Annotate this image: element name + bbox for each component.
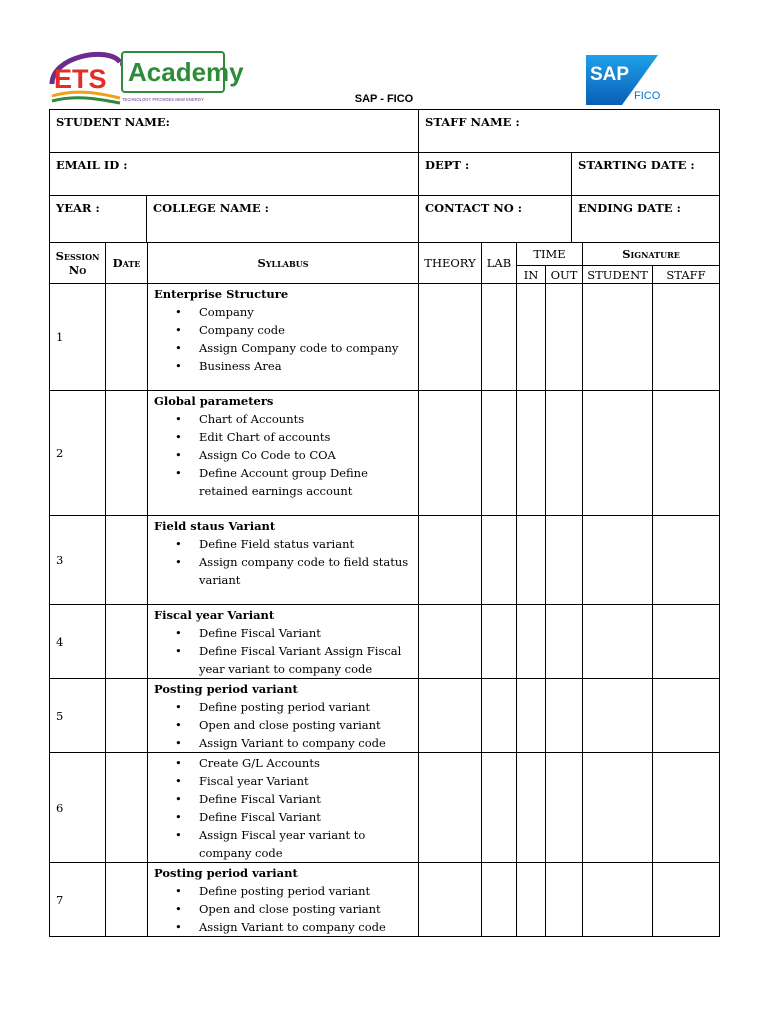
time-in-cell[interactable] [517, 516, 546, 605]
list-item: • Assign Co Code to COA [154, 446, 412, 464]
list-item: • Business Area [154, 357, 412, 375]
ending-date-field[interactable]: ENDING DATE : [572, 196, 720, 243]
list-item: • Define Fiscal Variant [154, 790, 412, 808]
student-signature-cell[interactable] [583, 863, 653, 937]
col-sign-staff: STAFF [653, 266, 720, 284]
col-sign-student: STUDENT [583, 266, 653, 284]
syllabus-cell [148, 863, 419, 937]
table-row [50, 679, 720, 753]
list-item: • Assign Variant to company code [154, 734, 412, 752]
student-signature-cell[interactable] [583, 605, 653, 679]
theory-cell[interactable] [419, 391, 482, 516]
table-row [50, 863, 720, 937]
time-out-cell[interactable] [546, 679, 583, 753]
student-signature-cell[interactable] [583, 391, 653, 516]
syllabus-cell [148, 516, 419, 605]
list-item: • Edit Chart of accounts [154, 428, 412, 446]
lab-cell[interactable] [482, 391, 517, 516]
session-number: 6 [50, 753, 106, 863]
syllabus-cell [148, 391, 419, 516]
theory-cell[interactable] [419, 753, 482, 863]
staff-name-field[interactable]: STAFF NAME : [419, 110, 720, 153]
table-row [50, 605, 720, 679]
col-time-out: OUT [546, 266, 583, 284]
syllabus-cell [148, 605, 419, 679]
lab-cell[interactable] [482, 516, 517, 605]
student-signature-cell[interactable] [583, 753, 653, 863]
list-item: • Define Fiscal Variant [154, 808, 412, 826]
theory-cell[interactable] [419, 605, 482, 679]
table-row [50, 284, 720, 391]
staff-signature-cell[interactable] [653, 391, 720, 516]
col-lab: LAB [482, 243, 517, 284]
starting-date-field[interactable]: STARTING DATE : [572, 153, 720, 196]
staff-signature-cell[interactable] [653, 863, 720, 937]
session-number: 4 [50, 605, 106, 679]
syllabus-topic-list [154, 754, 412, 862]
svg-text:Academy: Academy [128, 57, 244, 87]
syllabus-topic-heading: Posting period variant [154, 866, 298, 880]
staff-signature-cell[interactable] [653, 679, 720, 753]
list-item: • Assign Company code to company [154, 339, 412, 357]
list-item: • Open and close posting variant [154, 900, 412, 918]
theory-cell[interactable] [419, 516, 482, 605]
svg-text:FICO: FICO [634, 90, 661, 102]
student-signature-cell[interactable] [583, 284, 653, 391]
list-item: • Open and close posting variant [154, 716, 412, 734]
session-number: 2 [50, 391, 106, 516]
list-item: • Define Field status variant [154, 535, 412, 553]
time-in-cell[interactable] [517, 863, 546, 937]
staff-signature-cell[interactable] [653, 753, 720, 863]
col-session-label: Session [55, 249, 100, 263]
college-name-field[interactable]: COLLEGE NAME : [147, 196, 419, 243]
col-time: TIME [517, 243, 583, 266]
list-item: • Create G/L Accounts [154, 754, 412, 772]
lab-cell[interactable] [482, 679, 517, 753]
svg-text:SAP: SAP [590, 64, 630, 85]
table-row [50, 391, 720, 516]
dept-field[interactable]: DEPT : [419, 153, 572, 196]
syllabus-topic-heading: Posting period variant [154, 682, 298, 696]
time-out-cell[interactable] [546, 516, 583, 605]
theory-cell[interactable] [419, 284, 482, 391]
contact-no-field[interactable]: CONTACT NO : [419, 196, 572, 243]
list-item: • Company [154, 303, 412, 321]
lab-cell[interactable] [482, 605, 517, 679]
year-field[interactable]: YEAR : [50, 196, 147, 243]
date-cell[interactable] [106, 284, 148, 391]
list-item: • Define Account group Define retained earnings account [154, 464, 412, 500]
syllabus-cell [148, 753, 419, 863]
date-cell[interactable] [106, 391, 148, 516]
svg-text:ETS: ETS [54, 64, 107, 94]
col-syllabus: Syllabus [148, 243, 419, 284]
list-item: • Define posting period variant [154, 882, 412, 900]
session-number: 3 [50, 516, 106, 605]
time-in-cell[interactable] [517, 284, 546, 391]
document-title: SAP - FICO [354, 93, 414, 105]
syllabus-topic-list [154, 882, 412, 936]
col-session-no [50, 243, 106, 284]
lab-cell[interactable] [482, 753, 517, 863]
session-number: 1 [50, 284, 106, 391]
date-cell[interactable] [106, 753, 148, 863]
syllabus-topic-heading: Global parameters [154, 394, 274, 408]
list-item: • Define posting period variant [154, 698, 412, 716]
syllabus-topic-heading: Fiscal year Variant [154, 608, 275, 622]
col-date: Date [106, 243, 148, 284]
session-number: 5 [50, 679, 106, 753]
staff-signature-cell[interactable] [653, 516, 720, 605]
date-cell[interactable] [106, 863, 148, 937]
list-item: • Assign company code to field status variant [154, 553, 412, 589]
table-row [50, 516, 720, 605]
student-signature-cell[interactable] [583, 516, 653, 605]
syllabus-topic-list [154, 698, 412, 752]
time-out-cell[interactable] [546, 753, 583, 863]
time-out-cell[interactable] [546, 284, 583, 391]
time-in-cell[interactable] [517, 391, 546, 516]
time-out-cell[interactable] [546, 863, 583, 937]
syllabus-schedule-table [49, 242, 720, 937]
theory-cell[interactable] [419, 863, 482, 937]
date-cell[interactable] [106, 605, 148, 679]
schedule-body [50, 284, 720, 937]
syllabus-cell [148, 679, 419, 753]
theory-cell[interactable] [419, 679, 482, 753]
student-name-field[interactable]: STUDENT NAME: [50, 110, 419, 153]
list-item: • Define Fiscal Variant Assign Fiscal year variant to company code [154, 642, 412, 678]
lab-cell[interactable] [482, 284, 517, 391]
time-out-cell[interactable] [546, 605, 583, 679]
syllabus-topic-list [154, 410, 412, 500]
col-signature: Signature [583, 243, 720, 266]
syllabus-cell [148, 284, 419, 391]
student-info-form [49, 109, 720, 243]
time-out-cell[interactable] [546, 391, 583, 516]
time-in-cell[interactable] [517, 605, 546, 679]
email-id-field[interactable]: EMAIL ID : [50, 153, 419, 196]
syllabus-topic-list [154, 535, 412, 589]
table-row [50, 753, 720, 863]
list-item: • Assign Variant to company code [154, 918, 412, 936]
time-in-cell[interactable] [517, 679, 546, 753]
list-item: • Assign Fiscal year variant to company code [154, 826, 412, 862]
staff-signature-cell[interactable] [653, 284, 720, 391]
list-item: • Chart of Accounts [154, 410, 412, 428]
lab-cell[interactable] [482, 863, 517, 937]
date-cell[interactable] [106, 679, 148, 753]
svg-text:TECHNOLOGY PROVIDES NEW ENERGY: TECHNOLOGY PROVIDES NEW ENERGY [122, 97, 204, 102]
syllabus-topic-heading: Field staus Variant [154, 519, 276, 533]
list-item: • Company code [154, 321, 412, 339]
syllabus-topic-list [154, 303, 412, 375]
list-item: • Define Fiscal Variant [154, 624, 412, 642]
date-cell[interactable] [106, 516, 148, 605]
staff-signature-cell[interactable] [653, 605, 720, 679]
list-item: • Fiscal year Variant [154, 772, 412, 790]
col-theory: THEORY [419, 243, 482, 284]
session-number: 7 [50, 863, 106, 937]
col-no-label: No [68, 263, 87, 277]
student-signature-cell[interactable] [583, 679, 653, 753]
syllabus-topic-heading: Enterprise Structure [154, 287, 289, 301]
syllabus-topic-list [154, 624, 412, 678]
time-in-cell[interactable] [517, 753, 546, 863]
col-time-in: IN [517, 266, 546, 284]
